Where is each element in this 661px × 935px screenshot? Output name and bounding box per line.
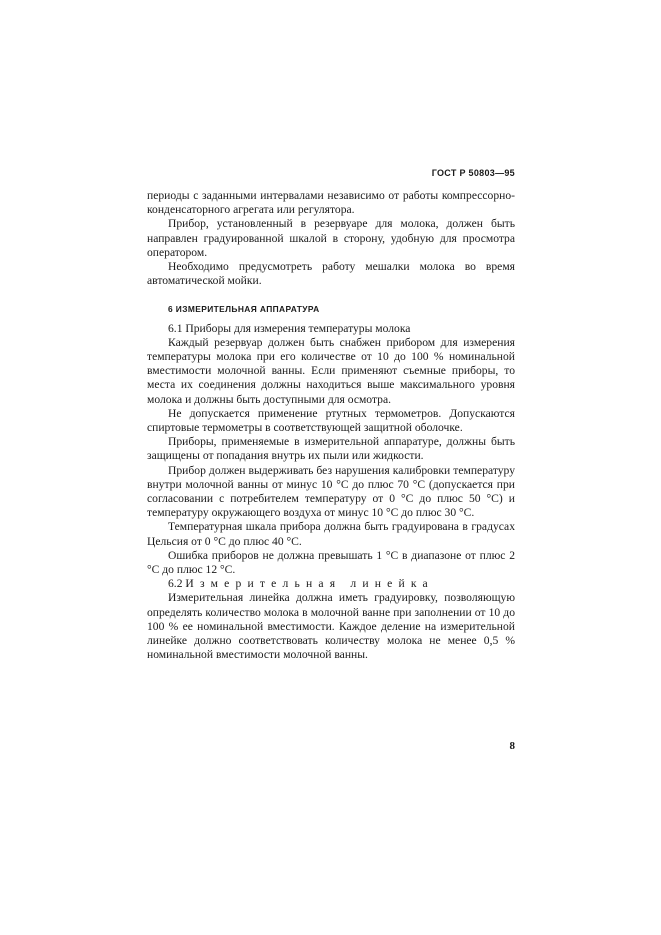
paragraph-measuring-ruler: Измерительная линейка должна иметь градуировку, позволяющую определять количество молока в молочной ванне при заполнении от 10 до 100 % ее номинальной вместимости. Каждое деление на измерительной линейке должно соответствовать количеству молока не менее 0,5 % номинальной вместимости молочной ванны.	[147, 591, 515, 662]
subsection-6-2-heading	[147, 577, 515, 591]
paragraph-device-placement: Прибор, установленный в резервуаре для молока, должен быть направлен градуированной шкалой в сторону, удобную для просмотра оператором.	[147, 217, 515, 259]
paragraph-accuracy: Ошибка приборов не должна превышать 1 °С в диапазоне от плюс 2 °С до плюс 12 °С.	[147, 548, 515, 577]
paragraph-thermometer-requirement: Каждый резервуар должен быть снабжен прибором для измерения температуры молока при его количестве от 10 до 100 % номинальной вместимости молочной ванны. Если применяют съемные приборы, то места их соединения должны находиться выше максимального уровня молока и должны быть доступными для осмотра.	[147, 335, 515, 406]
paragraph-continuation: периоды с заданными интервалами независимо от работы компрессорно-конденсаторного агрегата или регулятора.	[147, 189, 515, 217]
subsection-6-1-title: 6.1 Приборы для измерения температуры молока	[168, 321, 411, 335]
paragraph-dust-protection: Приборы, применяемые в измерительной аппаратуре, должны быть защищены от попадания внутрь их пыли или жидкости.	[147, 435, 515, 463]
page-number: 8	[509, 740, 515, 752]
paragraph-mercury-prohibited: Не допускается применение ртутных термометров. Допускаются спиртовые термометры в соответствующей защитной оболочке.	[147, 406, 515, 435]
subsection-6-2-number: 6.2	[168, 577, 183, 591]
standard-header: ГОСТ Р 50803—95	[431, 168, 515, 178]
paragraph-scale-graduation: Температурная шкала прибора должна быть градуирована в градусах Цельсия от 0 °С до плюс 40 °С.	[147, 520, 515, 548]
paragraph-temperature-range: Прибор должен выдерживать без нарушения калибровки температуру внутри молочной ванны от минус 10 °С до плюс 70 °С (допускается при согласовании с потребителем температуру от 0 °С до плюс 50 °С) и температуру окружающего воздуха от минус 10 °С до плюс 30 °С.	[147, 463, 515, 520]
subsection-6-2-title: Измерительная линейка	[185, 577, 434, 591]
paragraph-stirrer: Необходимо предусмотреть работу мешалки молока во время автоматической мойки.	[147, 260, 515, 288]
body-text	[147, 189, 515, 663]
section-title: 6 ИЗМЕРИТЕЛЬНАЯ АППАРАТУРА	[168, 304, 320, 315]
